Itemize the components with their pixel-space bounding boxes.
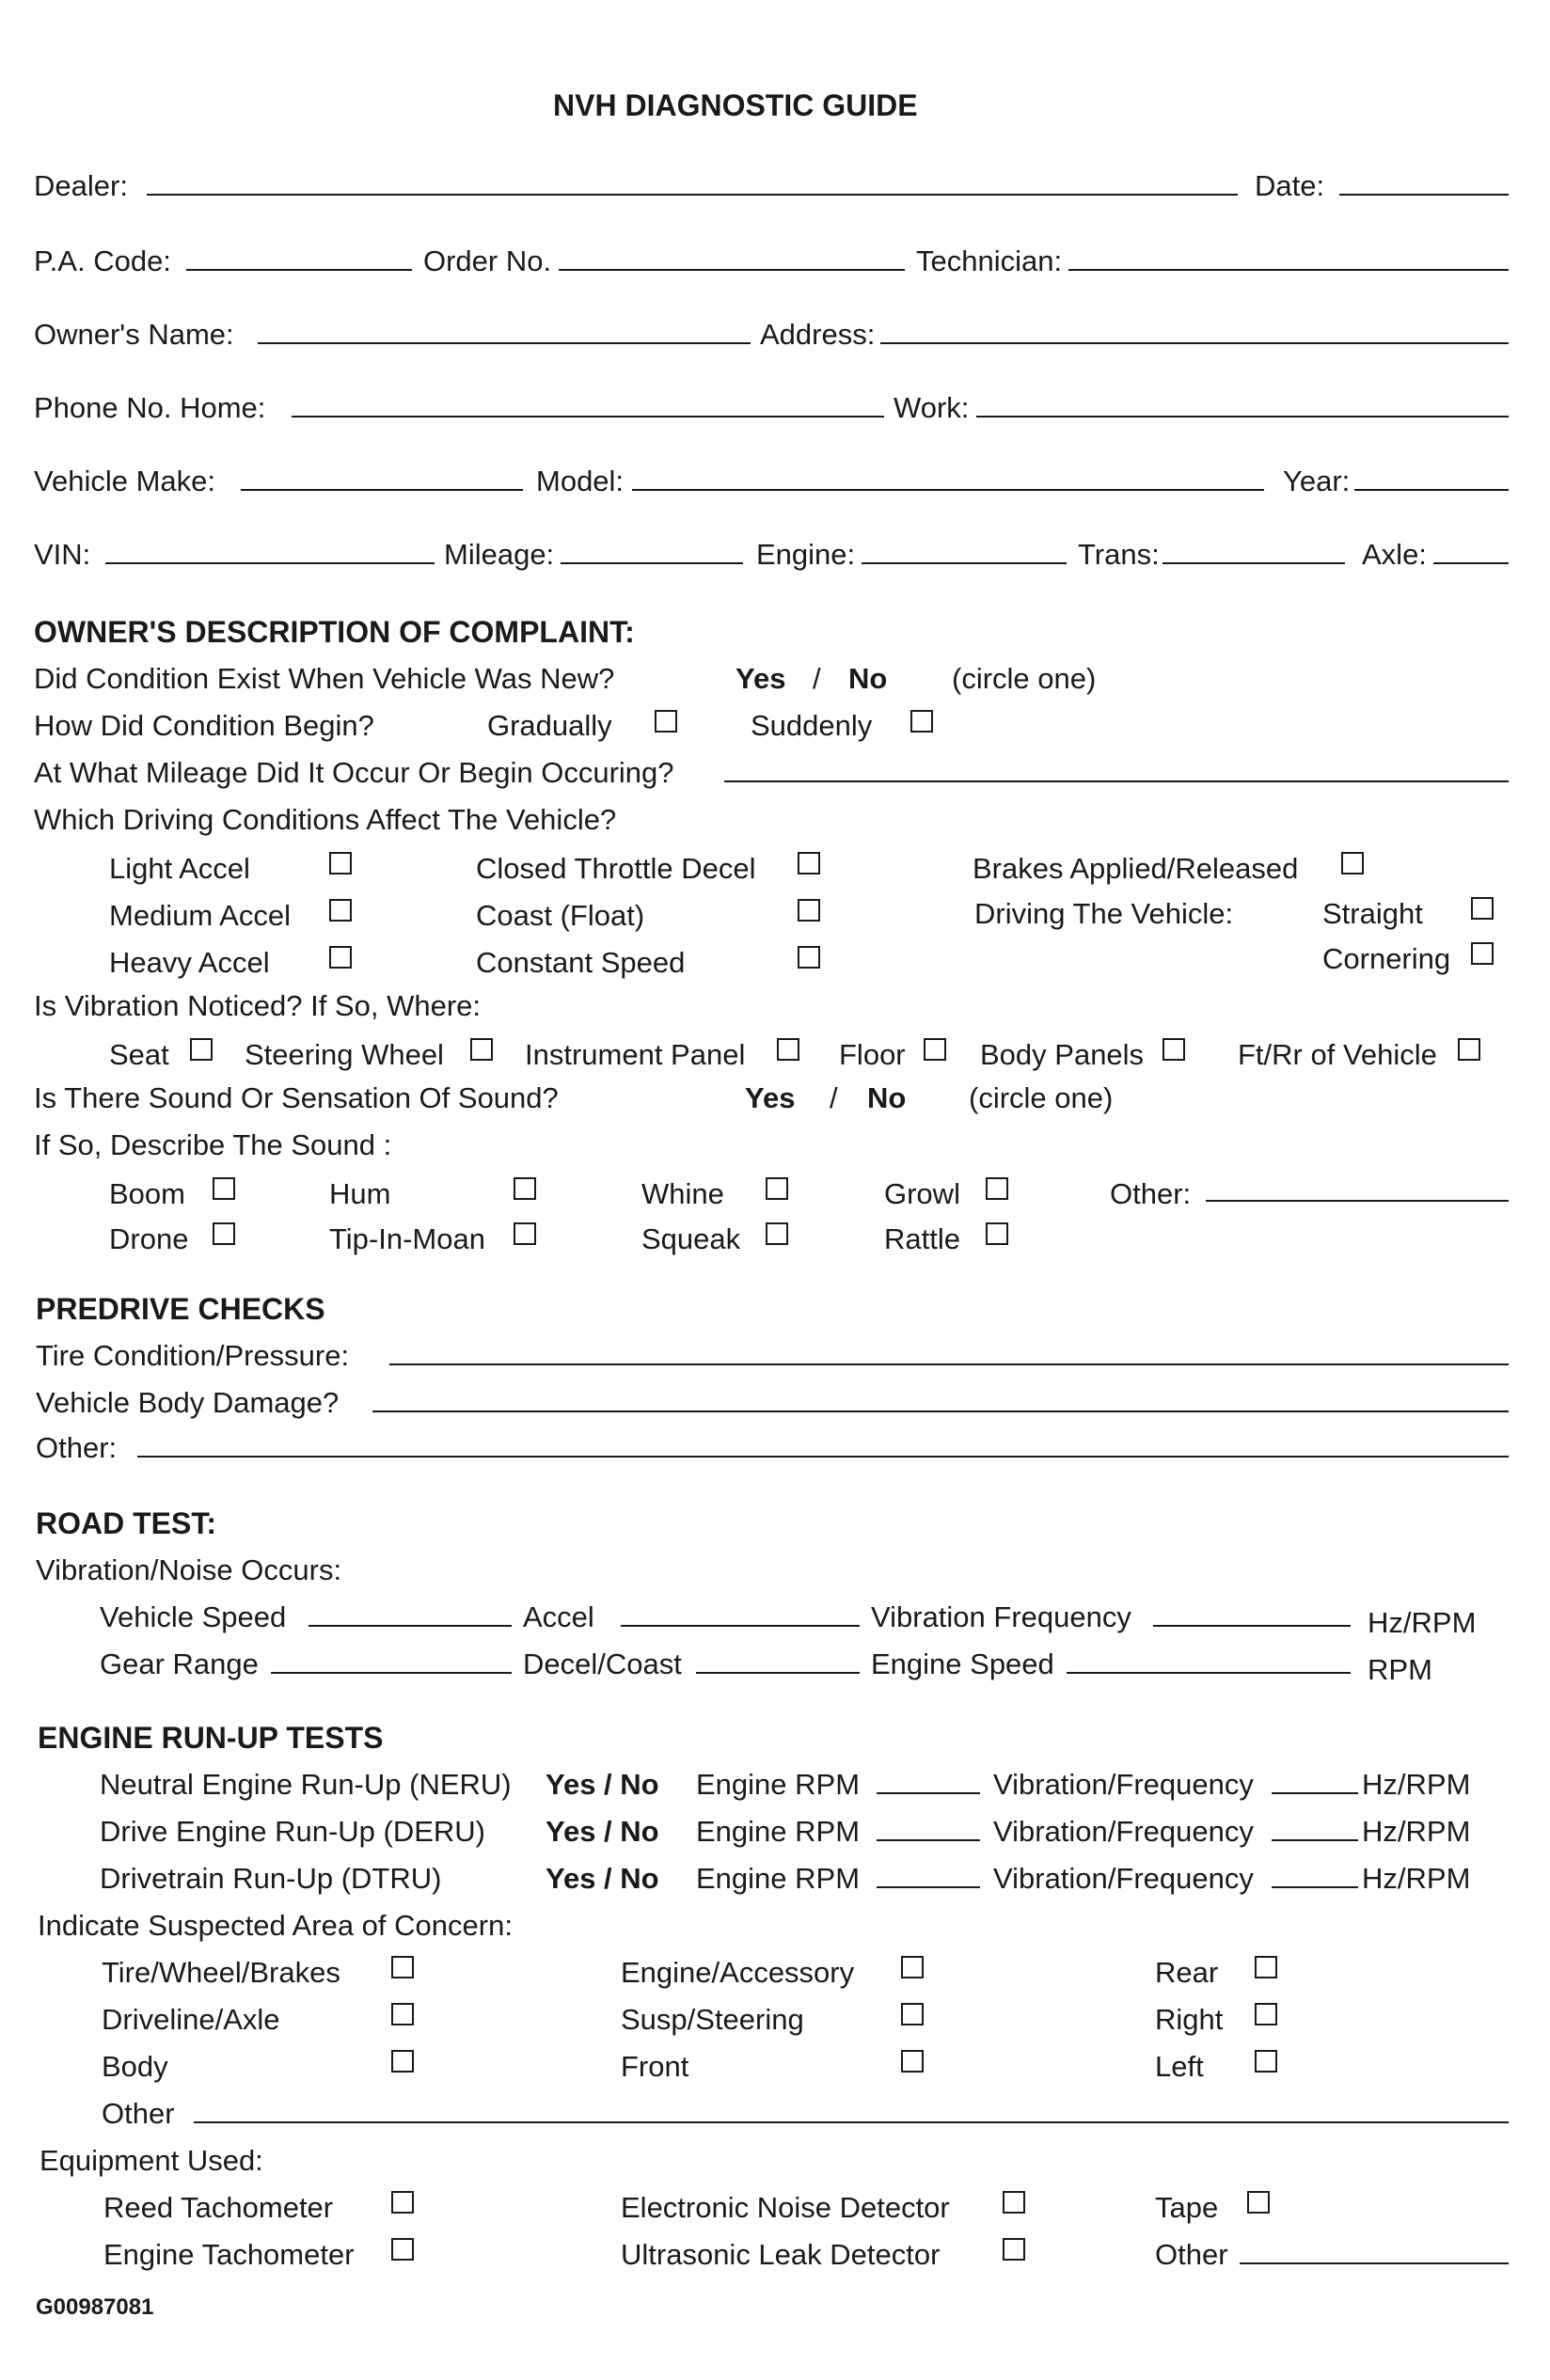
sound-no-option[interactable]: No (867, 1081, 907, 1114)
complaint-heading: OWNER'S DESCRIPTION OF COMPLAINT: (34, 615, 635, 649)
rpm-unit: RPM (1368, 1653, 1432, 1686)
deru-engine-rpm-field[interactable] (877, 1839, 980, 1841)
neru-engine-rpm-field[interactable] (877, 1792, 980, 1794)
tire-condition-field[interactable] (389, 1363, 1509, 1365)
new-yes-option[interactable]: Yes (735, 662, 786, 695)
leak-detector-checkbox[interactable] (1003, 2238, 1025, 2261)
accel-field[interactable] (621, 1625, 860, 1627)
right-label: Right (1155, 2003, 1224, 2036)
engine-tachometer-checkbox[interactable] (391, 2238, 414, 2261)
q-describe-sound: If So, Describe The Sound : (34, 1128, 392, 1161)
dtru-yes-no[interactable]: Yes / No (546, 1862, 659, 1895)
left-label: Left (1155, 2050, 1204, 2083)
year-label: Year: (1283, 465, 1351, 497)
light-accel-checkbox[interactable] (329, 852, 352, 875)
document-code: G00987081 (36, 2294, 154, 2320)
dtru-vibration-label: Vibration/Frequency (993, 1862, 1254, 1895)
neru-hz-rpm: Hz/RPM (1362, 1768, 1471, 1801)
medium-accel-label: Medium Accel (109, 899, 291, 932)
vin-label: VIN: (34, 538, 91, 571)
year-field[interactable] (1354, 489, 1509, 491)
sound-circle-one: (circle one) (969, 1081, 1114, 1114)
decel-coast-field[interactable] (696, 1672, 860, 1674)
ft-rr-label: Ft/Rr of Vehicle (1238, 1038, 1437, 1071)
steering-wheel-checkbox[interactable] (470, 1038, 493, 1061)
hz-rpm-unit: Hz/RPM (1368, 1606, 1477, 1639)
susp-steering-label: Susp/Steering (621, 2003, 804, 2036)
neru-yes-no[interactable]: Yes / No (546, 1768, 659, 1801)
dtru-vibration-field[interactable] (1272, 1886, 1358, 1888)
engine-field[interactable] (862, 562, 1067, 564)
sound-other-field[interactable] (1206, 1200, 1509, 1202)
suddenly-label: Suddenly (751, 709, 873, 742)
hum-checkbox[interactable] (514, 1177, 536, 1200)
ft-rr-checkbox[interactable] (1458, 1038, 1480, 1061)
body-damage-field[interactable] (372, 1411, 1509, 1412)
deru-label: Drive Engine Run-Up (DERU) (100, 1815, 486, 1848)
owners-name-label: Owner's Name: (34, 318, 234, 351)
predrive-heading: PREDRIVE CHECKS (36, 1292, 325, 1326)
heavy-accel-label: Heavy Accel (109, 946, 270, 979)
phone-home-field[interactable] (292, 416, 884, 418)
new-circle-one: (circle one) (952, 662, 1097, 695)
mileage-occur-field[interactable] (724, 780, 1509, 782)
mileage-field[interactable] (561, 562, 743, 564)
cornering-label: Cornering (1322, 942, 1451, 975)
sound-other-label: Other: (1110, 1177, 1192, 1210)
date-field[interactable] (1339, 194, 1509, 196)
coast-checkbox[interactable] (798, 899, 820, 922)
vehicle-speed-field[interactable] (308, 1625, 512, 1627)
reed-tachometer-checkbox[interactable] (391, 2191, 414, 2214)
engine-speed-label: Engine Speed (871, 1647, 1054, 1680)
q-driving-conditions: Which Driving Conditions Affect The Vehicle? (34, 803, 617, 836)
vibration-frequency-label: Vibration Frequency (871, 1600, 1131, 1633)
whine-checkbox[interactable] (766, 1177, 788, 1200)
closed-throttle-label: Closed Throttle Decel (476, 852, 756, 885)
deru-engine-rpm-label: Engine RPM (696, 1815, 861, 1848)
floor-label: Floor (839, 1038, 906, 1071)
vehicle-make-field[interactable] (241, 489, 523, 491)
dealer-field[interactable] (147, 194, 1238, 196)
vin-field[interactable] (105, 562, 435, 564)
gear-range-field[interactable] (271, 1672, 512, 1674)
order-no-field[interactable] (559, 269, 905, 271)
tip-in-moan-label: Tip-In-Moan (329, 1222, 485, 1255)
rear-checkbox[interactable] (1255, 1956, 1277, 1978)
tire-condition-label: Tire Condition/Pressure: (36, 1339, 350, 1372)
axle-label: Axle: (1362, 538, 1427, 571)
address-label: Address: (760, 318, 876, 351)
gradually-checkbox[interactable] (655, 710, 677, 733)
q-mileage: At What Mileage Did It Occur Or Begin Occuring? (34, 756, 674, 789)
q-vibration: Is Vibration Noticed? If So, Where: (34, 989, 481, 1022)
susp-steering-checkbox[interactable] (901, 2003, 924, 2025)
order-no-label: Order No. (423, 244, 552, 277)
driveline-label: Driveline/Axle (102, 2003, 280, 2036)
vibration-occurs-label: Vibration/Noise Occurs: (36, 1553, 342, 1586)
trans-field[interactable] (1162, 562, 1345, 564)
noise-detector-checkbox[interactable] (1003, 2191, 1025, 2214)
axle-field[interactable] (1433, 562, 1509, 564)
drone-label: Drone (109, 1222, 189, 1255)
rattle-checkbox[interactable] (986, 1222, 1008, 1245)
sound-yes-option[interactable]: Yes (745, 1081, 796, 1114)
technician-field[interactable] (1068, 269, 1509, 271)
form-title: NVH DIAGNOSTIC GUIDE (553, 88, 918, 122)
accel-label: Accel (523, 1600, 594, 1633)
gear-range-label: Gear Range (100, 1647, 259, 1680)
engine-accessory-label: Engine/Accessory (621, 1956, 855, 1989)
squeak-checkbox[interactable] (766, 1222, 788, 1245)
vibration-frequency-field[interactable] (1153, 1625, 1351, 1627)
concern-other-field[interactable] (194, 2121, 1509, 2123)
decel-coast-label: Decel/Coast (523, 1647, 682, 1680)
work-label: Work: (894, 391, 970, 424)
instrument-panel-checkbox[interactable] (777, 1038, 799, 1061)
neru-label: Neutral Engine Run-Up (NERU) (100, 1768, 512, 1801)
model-label: Model: (536, 465, 625, 497)
boom-label: Boom (109, 1177, 185, 1210)
body-panels-checkbox[interactable] (1162, 1038, 1185, 1061)
road-test-heading: ROAD TEST: (36, 1506, 216, 1540)
right-checkbox[interactable] (1255, 2003, 1277, 2025)
squeak-label: Squeak (641, 1222, 741, 1255)
brakes-label: Brakes Applied/Released (973, 852, 1299, 885)
date-label: Date: (1255, 169, 1325, 202)
predrive-other-field[interactable] (137, 1456, 1509, 1458)
engine-speed-field[interactable] (1067, 1672, 1351, 1674)
front-label: Front (621, 2050, 689, 2083)
coast-label: Coast (Float) (476, 899, 645, 932)
engine-label: Engine: (756, 538, 856, 571)
owners-name-field[interactable] (258, 342, 751, 344)
floor-checkbox[interactable] (924, 1038, 946, 1061)
neru-vibration-field[interactable] (1272, 1792, 1358, 1794)
q-condition-new: Did Condition Exist When Vehicle Was New? (34, 662, 615, 695)
reed-tachometer-label: Reed Tachometer (103, 2191, 334, 2224)
runup-heading: ENGINE RUN-UP TESTS (38, 1721, 384, 1755)
deru-yes-no[interactable]: Yes / No (546, 1815, 659, 1848)
neru-engine-rpm-label: Engine RPM (696, 1768, 861, 1801)
tape-checkbox[interactable] (1247, 2191, 1270, 2214)
rear-label: Rear (1155, 1956, 1219, 1989)
medium-accel-checkbox[interactable] (329, 899, 352, 922)
deru-vibration-label: Vibration/Frequency (993, 1815, 1254, 1848)
q-condition-begin: How Did Condition Begin? (34, 709, 374, 742)
new-slash: / (813, 662, 821, 695)
pa-code-label: P.A. Code: (34, 244, 171, 277)
drone-checkbox[interactable] (213, 1222, 235, 1245)
tape-label: Tape (1155, 2191, 1219, 2224)
engine-accessory-checkbox[interactable] (901, 1956, 924, 1978)
predrive-other-label: Other: (36, 1431, 118, 1464)
mileage-label: Mileage: (444, 538, 555, 571)
driving-vehicle-label: Driving The Vehicle: (974, 897, 1234, 930)
seat-checkbox[interactable] (190, 1038, 213, 1061)
dealer-label: Dealer: (34, 169, 128, 202)
leak-detector-label: Ultrasonic Leak Detector (621, 2238, 941, 2271)
left-checkbox[interactable] (1255, 2050, 1277, 2073)
phone-home-label: Phone No. Home: (34, 391, 266, 424)
technician-label: Technician: (916, 244, 1063, 277)
body-panels-label: Body Panels (980, 1038, 1145, 1071)
gradually-label: Gradually (487, 709, 612, 742)
body-label: Body (102, 2050, 168, 2083)
tire-wheel-label: Tire/Wheel/Brakes (102, 1956, 340, 1989)
concern-other-label: Other (102, 2097, 175, 2130)
concern-heading: Indicate Suspected Area of Concern: (38, 1909, 513, 1942)
cornering-checkbox[interactable] (1471, 942, 1494, 965)
model-field[interactable] (632, 489, 1264, 491)
heavy-accel-checkbox[interactable] (329, 946, 352, 969)
dtru-engine-rpm-label: Engine RPM (696, 1862, 861, 1895)
vehicle-make-label: Vehicle Make: (34, 465, 215, 497)
tire-wheel-checkbox[interactable] (391, 1956, 414, 1978)
dtru-engine-rpm-field[interactable] (877, 1886, 980, 1888)
growl-label: Growl (884, 1177, 960, 1210)
suddenly-checkbox[interactable] (910, 710, 933, 733)
growl-checkbox[interactable] (986, 1177, 1008, 1200)
vehicle-speed-label: Vehicle Speed (100, 1600, 287, 1633)
neru-vibration-label: Vibration/Frequency (993, 1768, 1254, 1801)
new-no-option[interactable]: No (848, 662, 888, 695)
deru-vibration-field[interactable] (1272, 1839, 1358, 1841)
sound-slash: / (830, 1081, 838, 1114)
work-field[interactable] (976, 416, 1509, 418)
trans-label: Trans: (1078, 538, 1160, 571)
straight-checkbox[interactable] (1471, 897, 1494, 920)
equipment-heading: Equipment Used: (40, 2144, 263, 2177)
dtru-label: Drivetrain Run-Up (DTRU) (100, 1862, 442, 1895)
constant-speed-label: Constant Speed (476, 946, 686, 979)
tip-in-moan-checkbox[interactable] (514, 1222, 536, 1245)
constant-speed-checkbox[interactable] (798, 946, 820, 969)
address-field[interactable] (880, 342, 1509, 344)
seat-label: Seat (109, 1038, 169, 1071)
body-damage-label: Vehicle Body Damage? (36, 1386, 340, 1419)
whine-label: Whine (641, 1177, 724, 1210)
brakes-checkbox[interactable] (1341, 852, 1364, 875)
light-accel-label: Light Accel (109, 852, 250, 885)
deru-hz-rpm: Hz/RPM (1362, 1815, 1471, 1848)
rattle-label: Rattle (884, 1222, 960, 1255)
driveline-checkbox[interactable] (391, 2003, 414, 2025)
pa-code-field[interactable] (186, 269, 412, 271)
boom-checkbox[interactable] (213, 1177, 235, 1200)
q-sound: Is There Sound Or Sensation Of Sound? (34, 1081, 559, 1114)
instrument-panel-label: Instrument Panel (525, 1038, 746, 1071)
closed-throttle-checkbox[interactable] (798, 852, 820, 875)
dtru-hz-rpm: Hz/RPM (1362, 1862, 1471, 1895)
straight-label: Straight (1322, 897, 1423, 930)
noise-detector-label: Electronic Noise Detector (621, 2191, 950, 2224)
body-checkbox[interactable] (391, 2050, 414, 2073)
engine-tachometer-label: Engine Tachometer (103, 2238, 355, 2271)
front-checkbox[interactable] (901, 2050, 924, 2073)
steering-wheel-label: Steering Wheel (245, 1038, 444, 1071)
hum-label: Hum (329, 1177, 391, 1210)
equipment-other-label: Other (1155, 2238, 1228, 2271)
equipment-other-field[interactable] (1240, 2262, 1509, 2264)
